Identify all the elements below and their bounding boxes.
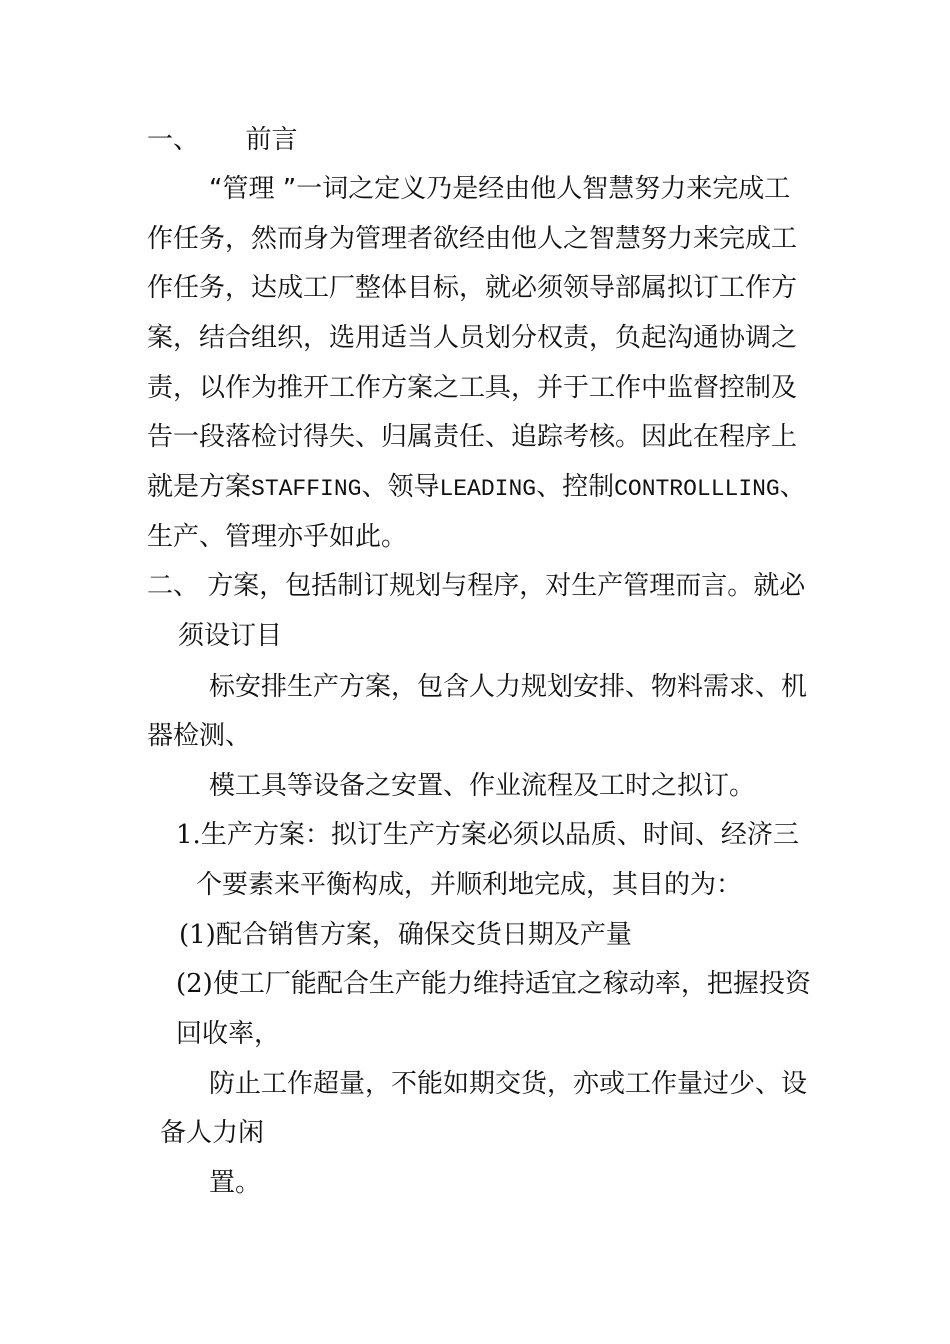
item-1-line-2: 个要素来平衡构成，并顺利地完成，其目的为： <box>196 870 743 900</box>
paragraph-2-line-1: 标安排生产方案，包含人力规划安排、物料需求、机 <box>209 672 808 702</box>
paragraph-2-line-2: 器检测、 <box>147 721 252 751</box>
paragraph-1-line-1: “管理 ”一词之定义乃是经由他人智慧努力来完成工 <box>209 174 791 204</box>
line-7-part-g: 、 <box>779 472 806 502</box>
paragraph-1-line-7 <box>147 470 806 506</box>
item-1-text: 生产方案：拟订生产方案必须以品质、时间、经济三 <box>200 820 799 850</box>
heading-2-line-2: 须设订目 <box>178 621 283 651</box>
paragraph-1-line-8: 生产、管理亦乎如此。 <box>147 522 408 552</box>
line-7-part-a: 就是方案 <box>147 472 252 502</box>
paragraph-1-line-6: 告一段落检讨得失、归属责任、追踪考核。因此在程序上 <box>147 422 798 452</box>
sub-item-2-text: 使工厂能配合生产能力维持适宜之稼动率，把握投资 <box>212 969 811 999</box>
heading-1-title: 前言 <box>245 125 298 155</box>
line-7-part-c: 、领导 <box>361 472 440 502</box>
item-1-number: 1. <box>176 820 201 850</box>
term-controlling: CONTROLLLING <box>614 476 780 502</box>
sub-item-2-line-2: 回收率， <box>176 1019 281 1049</box>
paragraph-1-line-5: 责，以作为推开工作方案之工具，并于工作中监督控制及 <box>147 373 798 403</box>
sub-item-2-line-1 <box>176 967 811 1001</box>
heading-2-line-1: 二、 方案，包括制订规划与程序，对生产管理而言。就必 <box>147 571 806 601</box>
heading-1 <box>147 123 298 157</box>
sub-item-2-number: (2) <box>176 969 213 999</box>
sub-item-2-line-4: 备人力闲 <box>160 1118 265 1148</box>
sub-item-1-number: (1) <box>179 920 216 950</box>
term-staffing: STAFFING <box>251 476 362 502</box>
item-1-line-1 <box>176 818 799 852</box>
sub-item-1-text: 配合销售方案，确保交货日期及产量 <box>215 920 632 950</box>
paragraph-1-line-4: 案，结合组织，选用适当人员划分权责，负起沟通协调之 <box>147 323 798 353</box>
heading-1-number: 一、 <box>147 125 200 155</box>
term-leading: LEADING <box>439 476 537 502</box>
paragraph-1-line-2: 作任务，然而身为管理者欲经由他人之智慧努力来完成工 <box>147 224 798 254</box>
sub-item-2-line-5: 置。 <box>209 1168 262 1198</box>
paragraph-1-line-3: 作任务，达成工厂整体目标，就必须领导部属拟订工作方 <box>147 273 798 303</box>
line-7-part-e: 、控制 <box>536 472 615 502</box>
paragraph-2-line-3: 模工具等设备之安置、作业流程及工时之拟订。 <box>209 771 756 801</box>
sub-item-2-line-3: 防止工作超量，不能如期交货，亦或工作量过少、设 <box>209 1069 808 1099</box>
sub-item-1 <box>179 918 632 952</box>
